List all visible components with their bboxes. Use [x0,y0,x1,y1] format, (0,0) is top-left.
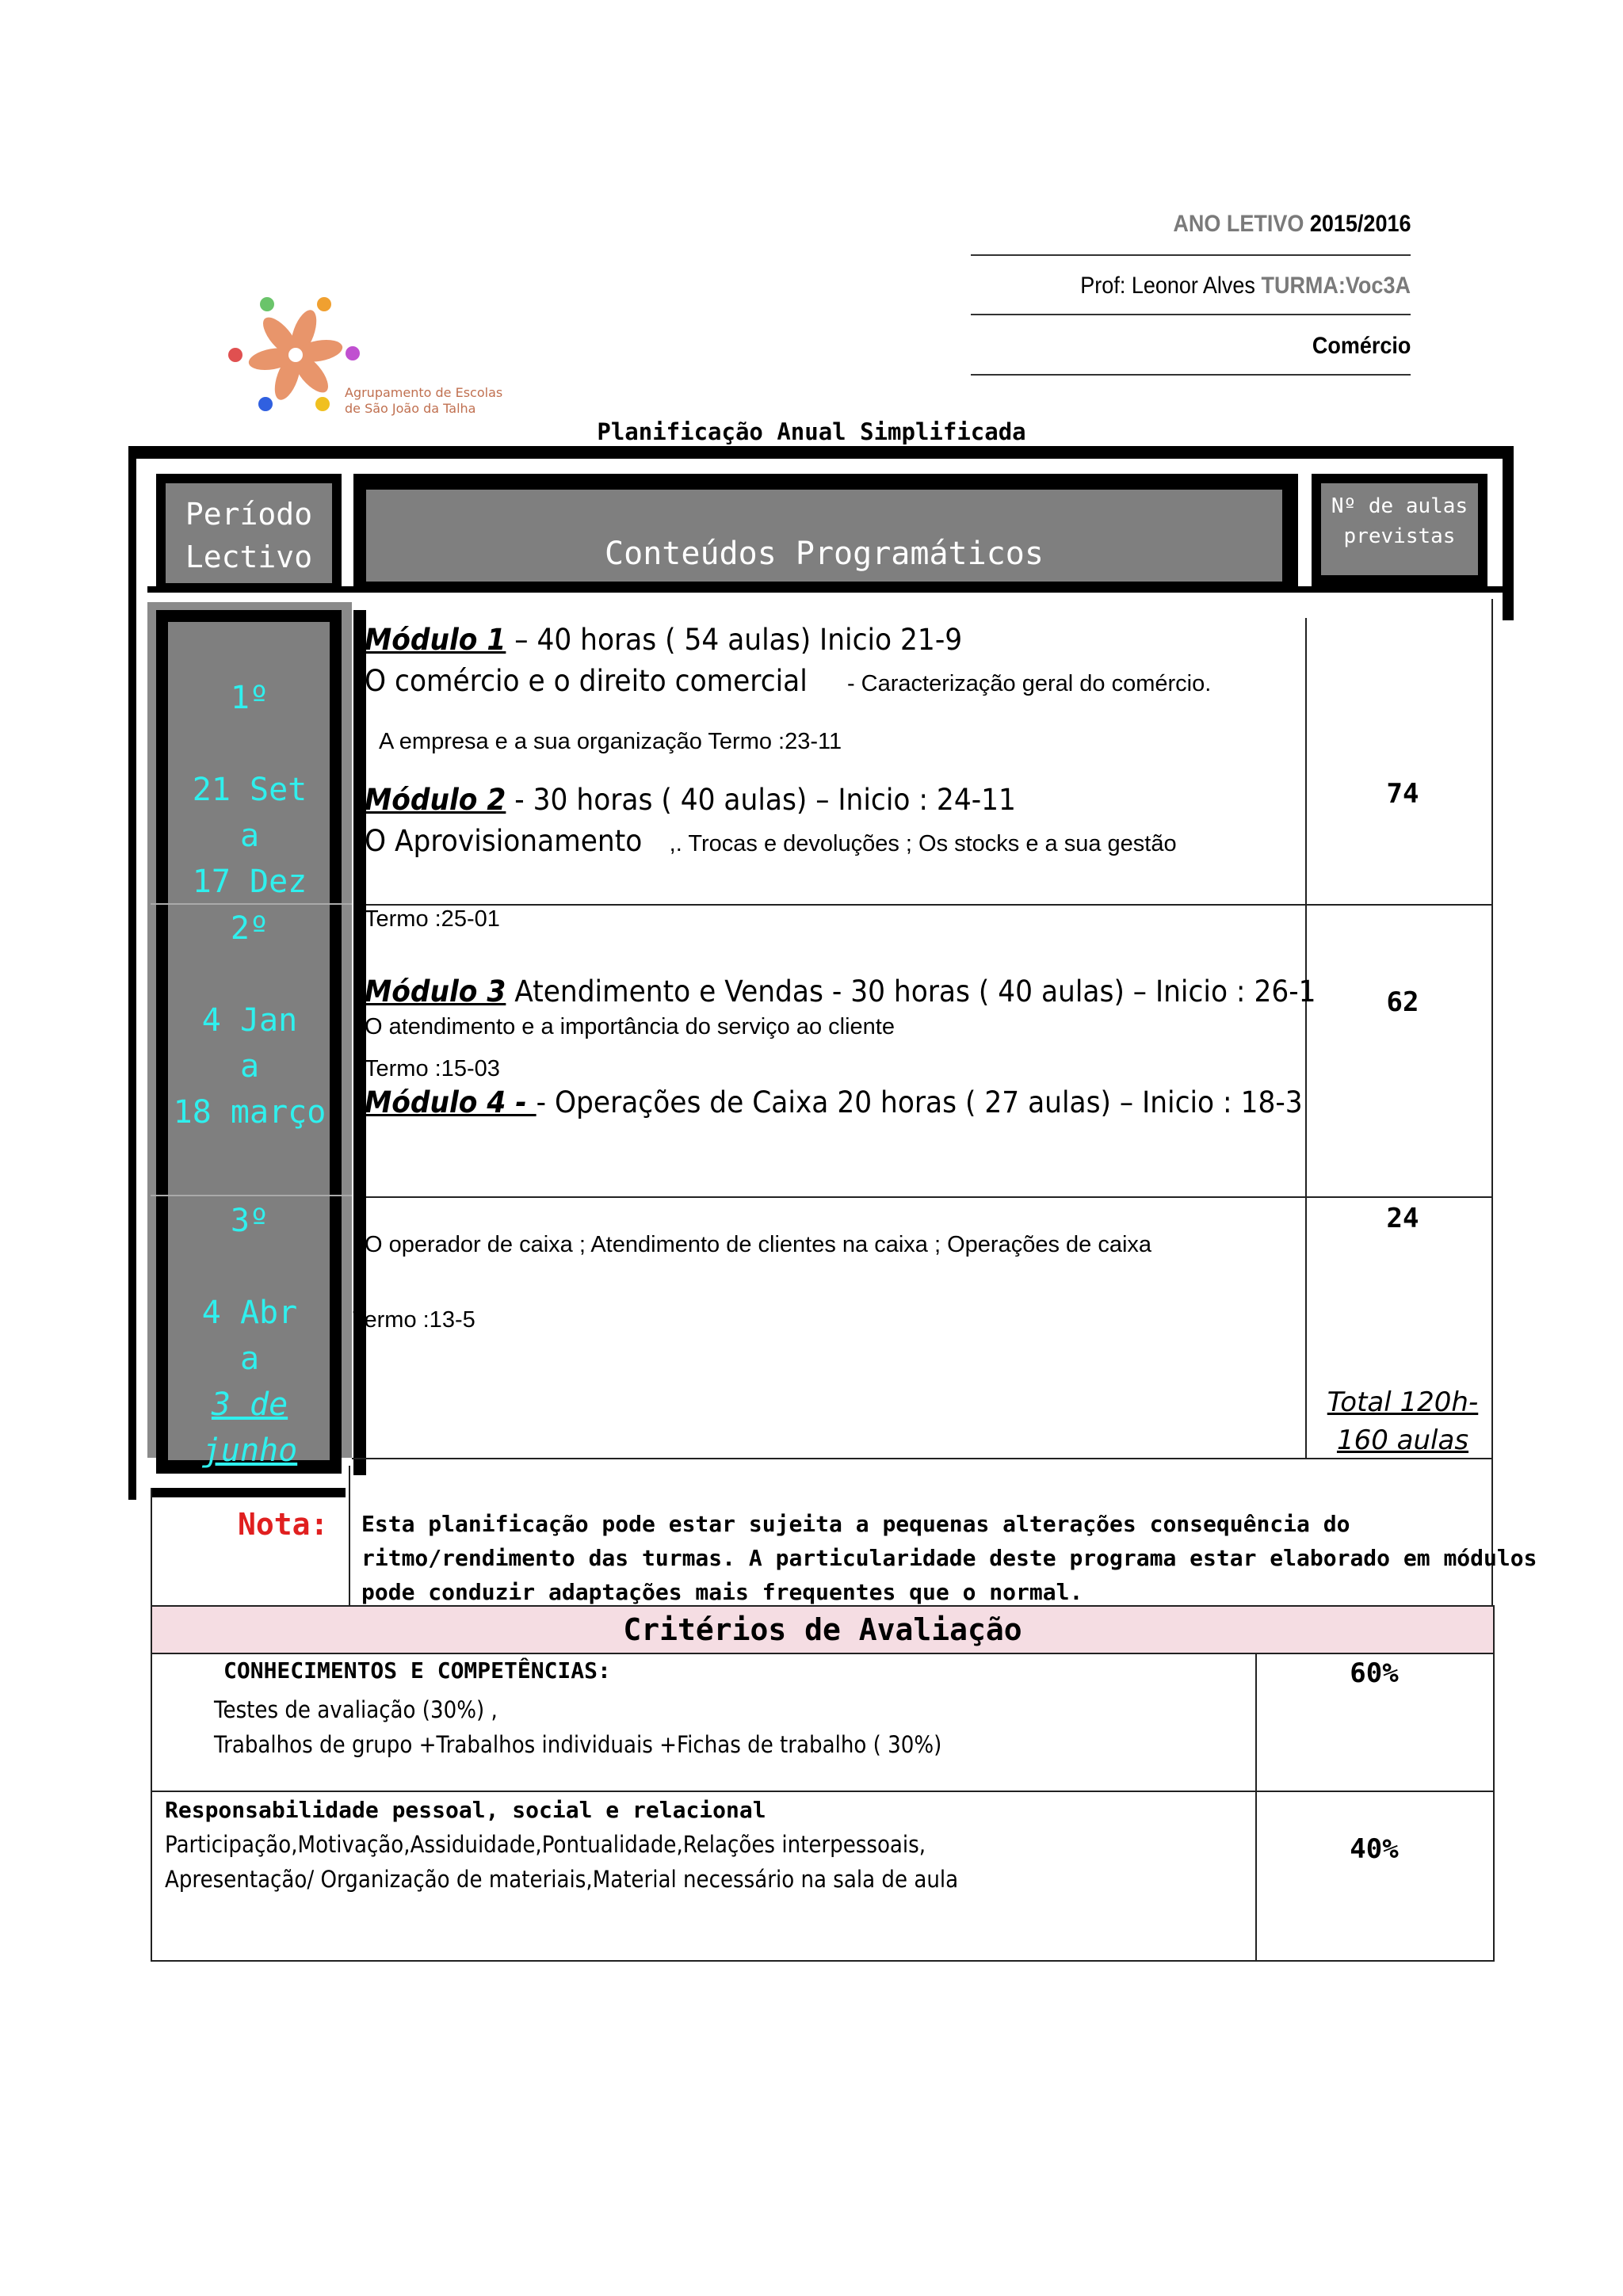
period-3 [162,1198,337,1474]
table-right-border [1503,446,1514,620]
period-1-number: 1º [230,680,269,716]
header-divider [971,314,1411,315]
row-3-count: 24 [1386,1203,1419,1234]
nota-line-2: ritmo/rendimento das turmas. A particularidade deste programa estar elaborado em módulos [361,1545,1537,1571]
school-logo [226,293,527,428]
period-3-a: a [239,1341,260,1377]
row-1-count: 74 [1386,778,1419,810]
class-value: Voc3A [1345,273,1411,299]
period-column-divider [353,610,366,1475]
period-2-a: a [239,1048,260,1085]
total-hours [1308,1383,1498,1459]
module-1-label: Módulo 1 [365,623,506,657]
period-2-number: 2º [230,910,269,947]
module-2-subject-main: O Aprovisionamento [365,824,643,858]
period-2-end: 18 março [173,1094,327,1131]
school-year [1173,211,1411,238]
document-title: Planificação Anual Simplificada [597,418,1026,445]
contents-header-label: Conteúdos Programáticos [605,536,1044,572]
nota-line-3: pode conduzir adaptações mais frequentes que o normal. [361,1579,1083,1605]
period-1 [162,675,337,905]
module-2-label: Módulo 2 [365,783,506,817]
course-name: Comércio [1312,333,1411,359]
period-1-end: 17 Dez [192,864,307,900]
table-left-border [128,446,136,1500]
criteria-1-percent: 60% [1350,1657,1399,1689]
period-header-line2: Lectivo [185,540,313,574]
period-1-start: 21 Set [192,772,307,808]
criteria-2-percent: 40% [1350,1833,1399,1865]
module-4-label: Módulo 4 - [365,1085,537,1119]
period-header-line1: Período [185,497,313,532]
module-2-subject [365,824,1177,858]
period-2 [162,906,337,1135]
period-2-start: 4 Jan [201,1002,298,1039]
row-divider-1 [366,904,1493,906]
count-header-label [1321,491,1478,551]
school-year-value: 2015/2016 [1309,211,1411,237]
module-2-subject-detail: ,. Trocas e devoluções ; Os stocks e a sua gestão [663,831,1177,856]
row-3-topics: O operador de caixa ; Atendimento de clientes na caixa ; Operações de caixa [365,1232,1152,1257]
row-2-termo-2: Termo :15-03 [365,1056,500,1081]
table-top-border [128,446,1512,459]
module-4-title [365,1085,1303,1119]
nota-top-border [151,1488,346,1497]
nota-label: Nota: [238,1507,329,1542]
criteria-title: Critérios de Avaliação [623,1612,1022,1647]
total-line-2: 160 aulas [1336,1425,1469,1456]
total-line-1: Total 120h- [1327,1386,1479,1418]
header-divider [971,254,1411,256]
module-3-subject: O atendimento e a importância do serviço ao cliente [365,1014,895,1039]
criteria-1-heading: CONHECIMENTOS E COMPETÊNCIAS: [223,1657,611,1684]
class-label: TURMA: [1261,273,1346,299]
criteria-1-items [214,1692,941,1762]
criteria-row-divider [151,1791,1493,1792]
module-3-label: Módulo 3 [365,974,506,1009]
nota-left-line [151,1488,152,1607]
module-3-title [365,974,1316,1009]
module-1-subject [365,664,1211,698]
period-3-number: 3º [230,1203,269,1239]
row-divider-2 [366,1196,1493,1198]
criteria-1-item-2: Trabalhos de grupo +Trabalhos individuais +Fichas de trabalho ( 30%) [214,1731,942,1758]
module-2-title [365,783,1016,817]
criteria-title-bar [151,1605,1495,1654]
logo-line-2: de São João da Talha [345,401,476,416]
module-1-title [365,623,962,657]
criteria-2-items [165,1827,958,1897]
period-header-label [166,493,332,578]
count-header-line2: previstas [1343,524,1456,548]
criteria-divider [1255,1653,1257,1962]
row-2-count: 62 [1386,986,1419,1018]
criteria-1-item-1: Testes de avaliação (30%) , [214,1696,498,1723]
criteria-2-item-2: Apresentação/ Organização de materiais,Material necessário na sala de aula [165,1866,959,1893]
logo-line-1: Agrupamento de Escolas [345,385,503,400]
row-3-termo: Termo :13-5 [353,1307,475,1333]
logo-text [345,385,502,417]
count-header-line1: Nº de aulas [1331,494,1468,518]
criteria-2-heading: Responsabilidade pessoal, social e relacional [165,1797,766,1823]
criteria-2-item-1: Participação,Motivação,Assiduidade,Pontualidade,Relações interpessoais, [165,1831,926,1858]
module-4-details: - Operações de Caixa 20 horas ( 27 aulas) – Inicio : 18-3 [536,1085,1303,1119]
nota-text [361,1507,1537,1609]
module-1-details: – 40 horas ( 54 aulas) Inicio 21-9 [506,623,963,657]
period-3-start: 4 Abr [201,1295,298,1331]
period-1-a: a [239,818,260,854]
module-1-extra: A empresa e a sua organização Termo :23-11 [379,729,842,754]
module-3-details: Atendimento e Vendas - 30 horas ( 40 aulas) – Inicio : 26-1 [506,974,1316,1009]
row-2-termo: Termo :25-01 [365,906,500,932]
nota-divider [349,1466,350,1607]
school-year-label: ANO LETIVO [1172,211,1304,237]
teacher-class [1080,273,1411,299]
teacher-name: Prof: Leonor Alves [1080,273,1255,299]
module-1-subject-detail: - Caracterização geral do comércio. [840,671,1212,696]
header-divider [971,374,1411,376]
module-1-subject-main: O comércio e o direito comercial [365,664,808,698]
count-column-divider [1305,618,1307,1458]
period-3-end: 3 de junho [201,1386,298,1469]
period-divider-1 [151,903,352,905]
period-divider-2 [151,1195,352,1196]
nota-line-1: Esta planificação pode estar sujeita a pequenas alterações consequência do [361,1511,1350,1537]
module-2-details: - 30 horas ( 40 aulas) – Inicio : 24-11 [506,783,1016,817]
